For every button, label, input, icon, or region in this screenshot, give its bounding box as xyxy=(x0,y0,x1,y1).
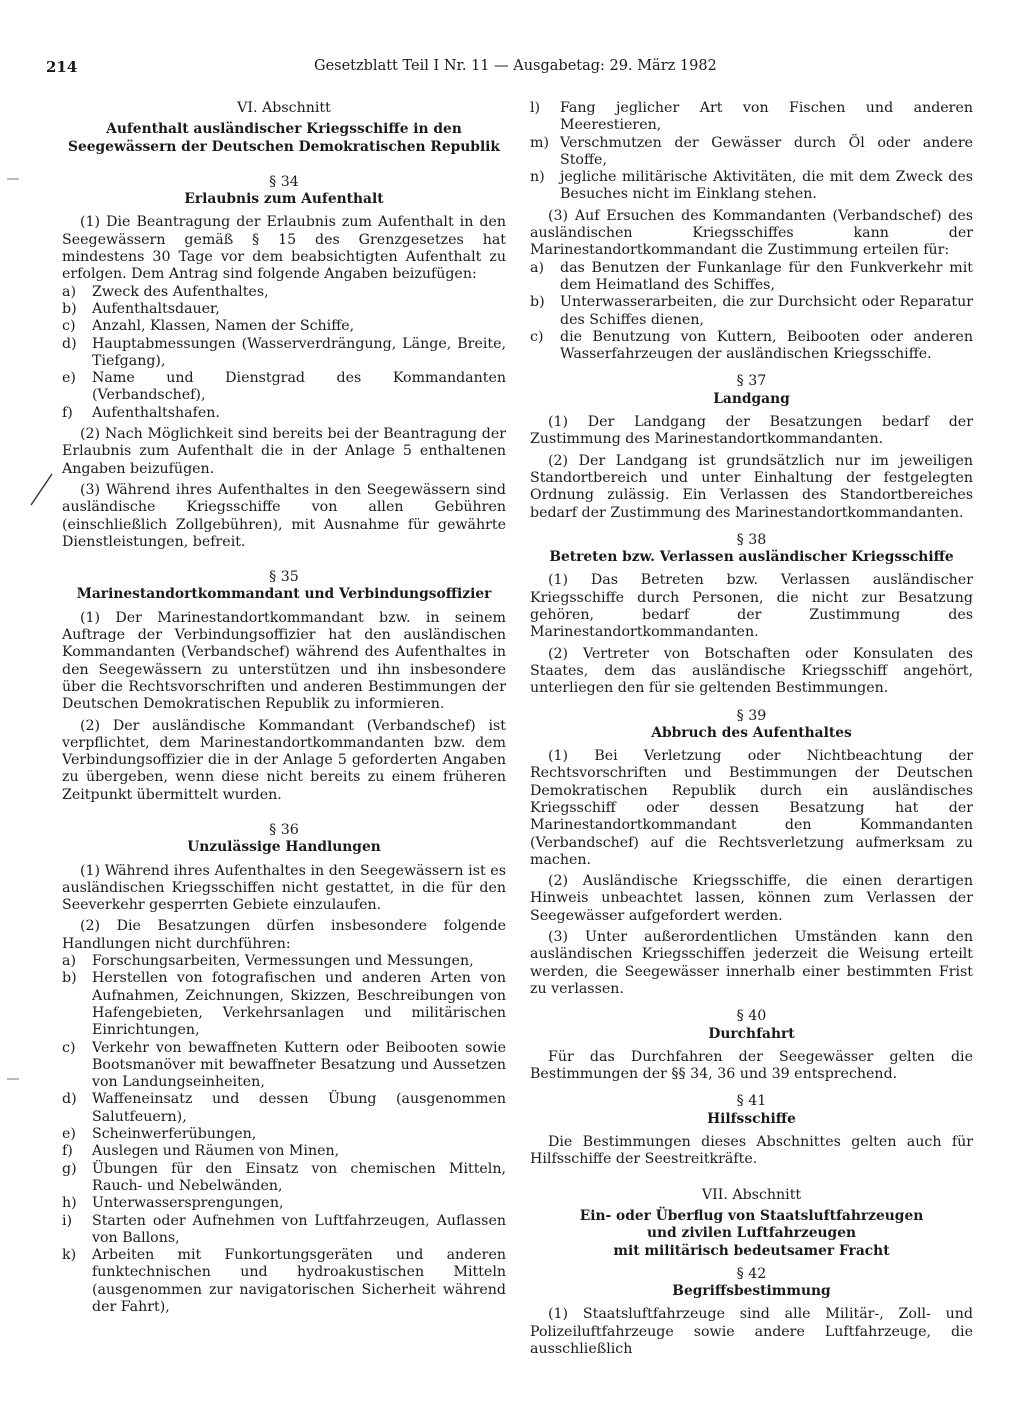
list-item: c) Verkehr von bewaffneten Kuttern oder Beibooten sowie Bootsmanöver mit bewaffneter Besatzung und Aussetzen von Landungseinheiten, xyxy=(62,1039,506,1091)
paragraph-text: (3) Während ihres Aufenthaltes in den Seegewässern sind ausländische Kriegsschiffe von allen Gebühren (einschließlich Zollgebühren), mit Ausnahme für gewährte Dienstleistungen, befreit. xyxy=(62,481,506,550)
paragraph-text: (3) Unter außerordentlichen Umständen kann den ausländischen Kriegsschiffen jederzeit die Weisung erteilt werden, die Seegewässer innerhalb einer bestimmten Frist zu verlassen. xyxy=(530,929,973,997)
section-label: VII. Abschnitt xyxy=(701,1186,802,1203)
list-item: a) Zweck des Aufenthaltes, xyxy=(62,283,269,300)
paragraph-text: (2) Der Landgang ist grundsätzlich nur im jeweiligen Standortbereich und unter Einhaltung der festgelegten Ordnung zulässig. Ein Verlassen des Standortbereiches bedarf der Zustimmung des Marinestandortkommandanten. xyxy=(530,452,973,521)
paragraph-text: (1) Die Beantragung der Erlaubnis zum Aufenthalt in den Seegewässern gemäß § 15 des Grenzgesetzes hat mindestens 30 Tage vor dem beabsichtigten Aufenthalt zu erfolgen. Dem Antrag sind folgende Angaben beizufügen: xyxy=(62,214,506,283)
section-title: und zivilen Luftfahrzeugen xyxy=(646,1225,856,1242)
section-title: Seegewässern der Deutschen Demokratischen Republik xyxy=(68,138,500,155)
left-column xyxy=(62,100,506,1316)
list-item: l) Fang jeglicher Art von Fischen und anderen Meerestieren, xyxy=(530,100,973,134)
paragraph-title: Landgang xyxy=(713,390,790,407)
paragraph-text: (1) Bei Verletzung oder Nichtbeachtung der Rechtsvorschriften und Bestimmungen der Deutschen Demokratischen Republik durch ein ausländisches Kriegsschiff oder dessen Besatzung hat der Marinestandortkommandant den Kommandanten (Verbandschef) auf die Rechtsverletzung aufmerksam zu machen. xyxy=(530,748,973,868)
list xyxy=(62,284,506,422)
paragraph-text: (1) Staatsluftfahrzeuge sind alle Militär-, Zoll- und Polizeiluftfahrzeuge sowie andere Luftfahrzeuge, die ausschließlich xyxy=(530,1306,973,1357)
paragraph-text: (1) Der Landgang der Besatzungen bedarf der Zustimmung des Marinestandortkommandanten. xyxy=(530,414,973,448)
list-item: c) Anzahl, Klassen, Namen der Schiffe, xyxy=(62,318,355,335)
paragraph-title: Marinestandortkommandant und Verbindungsoffizier xyxy=(76,586,492,603)
list-item: n) jegliche militärische Aktivitäten, die mit dem Zweck des Besuches nicht im Einklang stehen. xyxy=(530,169,973,203)
paragraph-text: (1) Das Betreten bzw. Verlassen ausländischer Kriegsschiffe durch Personen, die nicht zur Besatzung gehören, bedarf der Zustimmung des Marinestandortkommandanten. xyxy=(530,572,973,641)
paragraph-title: Betreten bzw. Verlassen ausländischer Kriegsschiffe xyxy=(549,549,954,566)
list-item: e) Scheinwerferübungen, xyxy=(62,1126,257,1143)
list-item: g) Übungen für den Einsatz von chemischen Mitteln, Rauch- und Nebelwänden, xyxy=(62,1160,506,1194)
paragraph-title: Hilfsschiffe xyxy=(707,1110,796,1127)
paragraph-text: (2) Vertreter von Botschaften oder Konsulaten des Staates, dem das ausländische Kriegsschiff angehört, unterliegen den für sie geltenden Bestimmungen. xyxy=(530,645,973,697)
list-item: a) das Benutzen der Funkanlage für den Funkverkehr mit dem Heimatland des Schiffes, xyxy=(530,259,973,293)
page-header xyxy=(46,58,978,82)
paragraph-number: § 41 xyxy=(736,1093,767,1110)
paragraph-number: § 37 xyxy=(736,373,767,390)
paragraph-number: § 42 xyxy=(736,1265,767,1282)
paragraph-text: (1) Der Marinestandortkommandant bzw. in seinem Auftrage der Verbindungsoffizier hat den ausländischen Kommandanten (Verbandschef) während des Aufenthaltes in den Seegewässern zu unterstützen und ihn insbesondere über die Rechtsvorschriften und anderen Bestimmungen der Deutschen Demokratischen Republik zu informieren. xyxy=(62,609,506,713)
paragraph-title: Abbruch des Aufenthaltes xyxy=(651,724,852,741)
list-item: a) Forschungsarbeiten, Vermessungen und Messungen, xyxy=(62,953,474,970)
paragraph-number: § 38 xyxy=(736,531,767,548)
list xyxy=(530,100,973,204)
page-number: 214 xyxy=(46,58,78,76)
paragraph-title: Erlaubnis zum Aufenthalt xyxy=(184,191,384,208)
section-title: Aufenthalt ausländischer Kriegsschiffe in den xyxy=(106,121,462,138)
list-item: c) die Benutzung von Kuttern, Beibooten oder anderen Wasserfahrzeugen der ausländischen Kriegsschiffe. xyxy=(530,328,973,363)
paragraph-number: § 34 xyxy=(269,173,299,190)
list-item: e) Name und Dienstgrad des Kommandanten (Verbandschef), xyxy=(62,370,506,404)
paragraph-text: Die Bestimmungen dieses Abschnittes gelten auch für Hilfsschiffe der Seestreitkräfte. xyxy=(530,1134,973,1168)
paragraph-text: (1) Während ihres Aufenthaltes in den Seegewässern ist es ausländischen Kriegsschiffen nicht gestattet, in die für den Seeverkehr gesperrten Gebiete einzulaufen. xyxy=(62,862,506,914)
list-item: b) Aufenthaltsdauer, xyxy=(62,300,220,317)
list-item: d) Hauptabmessungen (Wasserverdrängung, Länge, Breite, Tiefgang), xyxy=(62,335,506,369)
list-item: f) Auslegen und Räumen von Minen, xyxy=(62,1143,340,1160)
list xyxy=(530,260,973,364)
list-item: h) Unterwassersprengungen, xyxy=(62,1195,284,1212)
paragraph-text: (3) Auf Ersuchen des Kommandanten (Verbandschef) des ausländischen Kriegsschiffes kann der Marinestandortkommandant die Zustimmung erteilen für: xyxy=(530,207,973,259)
paragraph-number: § 36 xyxy=(269,821,299,838)
paragraph-text: (2) Ausländische Kriegsschiffe, die einen derartigen Hinweis unbeachtet lassen, können zum Verlassen der Seegewässer aufgefordert werden. xyxy=(530,873,973,924)
paragraph-number: § 40 xyxy=(736,1008,767,1025)
list-item: k) Arbeiten mit Funkortungsgeräten und anderen funktechnischen und hydroakustischen Mitteln (ausgenommen zur navigatorischen Sicherheit während der Fahrt), xyxy=(62,1247,506,1315)
list xyxy=(62,953,506,1316)
section-title: mit militärisch bedeutsamer Fracht xyxy=(613,1242,890,1259)
list-item: m) Verschmutzen der Gewässer durch Öl oder andere Stoffe, xyxy=(530,134,973,168)
section-title: Ein- oder Überflug von Staatsluftfahrzeugen xyxy=(579,1207,924,1224)
paragraph-number: § 35 xyxy=(269,569,299,586)
section-label: VI. Abschnitt xyxy=(237,100,331,116)
list-item: d) Waffeneinsatz und dessen Übung (ausgenommen Salutfeuern), xyxy=(62,1091,506,1125)
list-item: f) Aufenthaltshafen. xyxy=(62,404,220,421)
list-item: b) Unterwasserarbeiten, die zur Durchsicht oder Reparatur des Schiffes dienen, xyxy=(530,294,973,328)
right-column xyxy=(530,100,973,1358)
paragraph-title: Durchfahrt xyxy=(708,1025,795,1042)
paragraph-text: (2) Der ausländische Kommandant (Verbandschef) ist verpflichtet, dem Marinestandortkommandanten bzw. dem Verbindungsoffizier die in der Anlage 5 geforderten Angaben zu übergeben, wenn diese nicht bereits zu einem früheren Zeitpunkt übermittelt wurden. xyxy=(62,717,506,803)
list-item: b) Herstellen von fotografischen und anderen Arten von Aufnahmen, Zeichnungen, Skizzen, Beschreibungen von Hafengebieten, Verkehrsanlagen und militärischen Einrichtungen, xyxy=(62,970,506,1039)
margin-dash-icon xyxy=(6,176,20,182)
paragraph-text: (2) Die Besatzungen dürfen insbesondere folgende Handlungen nicht durchführen: xyxy=(62,918,506,952)
paragraph-text: Für das Durchfahren der Seegewässer gelten die Bestimmungen der §§ 34, 36 und 39 entsprechend. xyxy=(530,1048,973,1083)
paragraph-title: Unzulässige Handlungen xyxy=(187,839,381,856)
paragraph-title: Begriffsbestimmung xyxy=(672,1283,831,1300)
margin-dash-icon xyxy=(6,1076,20,1082)
gazette-title: Gesetzblatt Teil I Nr. 11 — Ausgabetag: 29. März 1982 xyxy=(314,58,717,74)
list-item: i) Starten oder Aufnehmen von Luftfahrzeugen, Auflassen von Ballons, xyxy=(62,1212,506,1246)
margin-pen-stroke-icon xyxy=(28,472,54,508)
paragraph-text: (2) Nach Möglichkeit sind bereits bei der Beantragung der Erlaubnis zum Aufenthalt die in der Anlage 5 enthaltenen Angaben beizufügen. xyxy=(62,426,506,477)
paragraph-number: § 39 xyxy=(736,707,767,724)
